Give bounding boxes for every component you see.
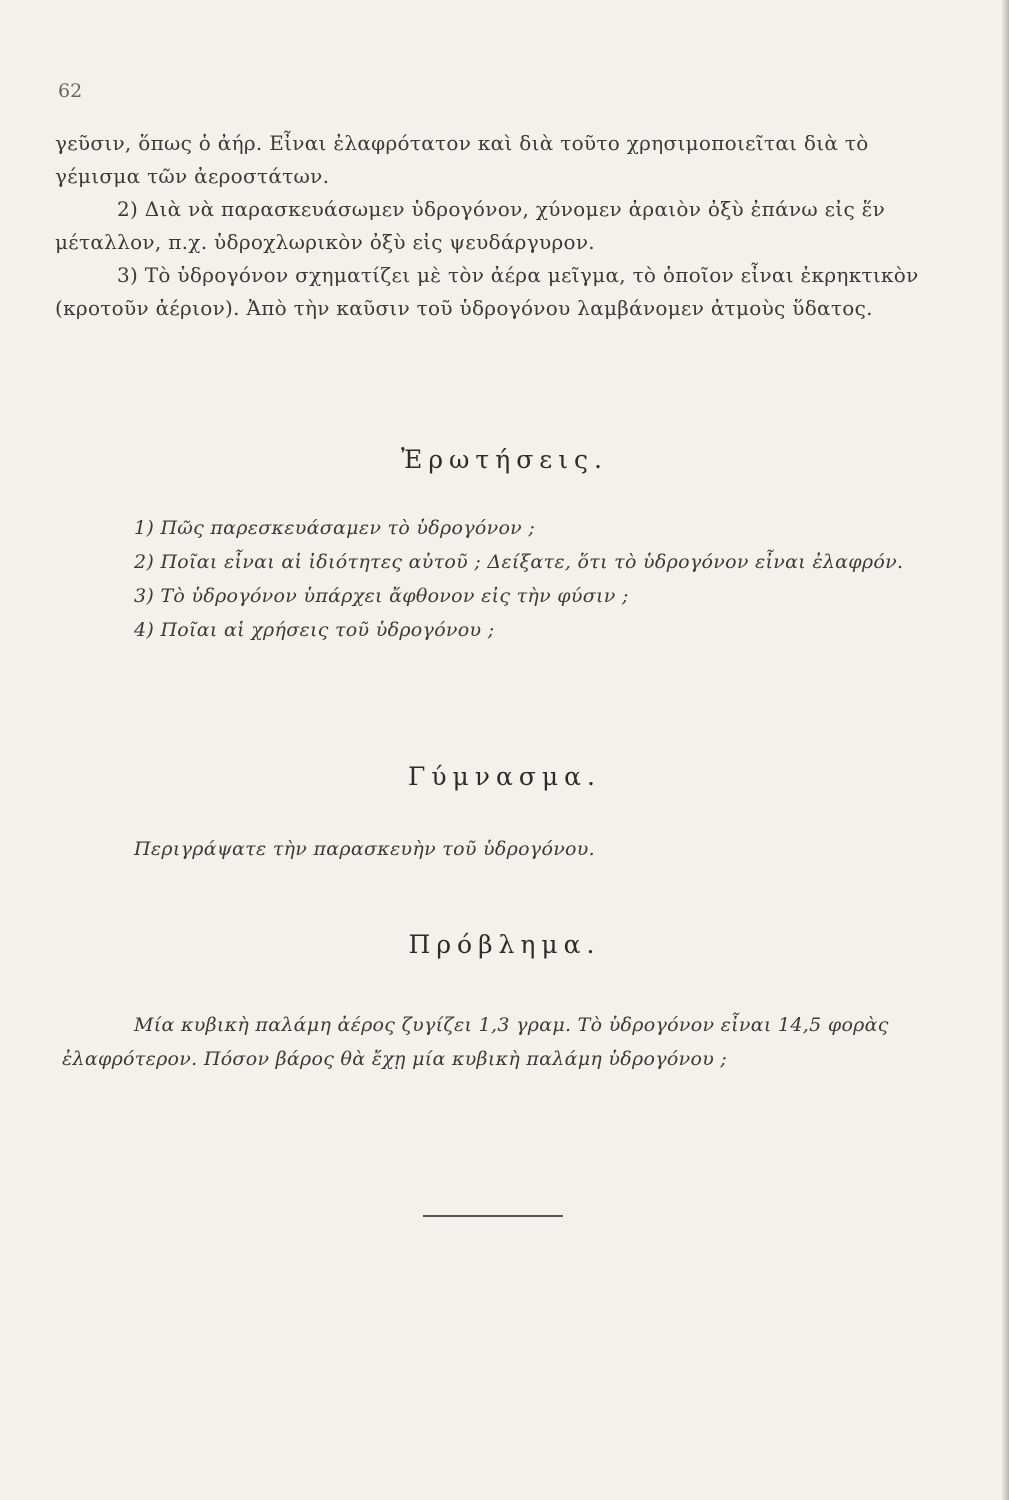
closing-rule <box>423 1215 563 1217</box>
page-number: 62 <box>58 80 83 102</box>
questions-heading: Ἐρωτήσεις. <box>401 445 608 474</box>
questions-list <box>62 511 932 647</box>
problem-heading: Πρόβλημα. <box>408 930 601 959</box>
question-item-4: 4) Ποῖαι αἱ χρήσεις τοῦ ὑδρογόνου ; <box>134 619 495 641</box>
exercise-text-block <box>62 832 932 866</box>
question-item-2: 2) Ποῖαι εἶναι αἱ ἰδιότητες αὐτοῦ ; Δείξατε, ὅτι τὸ ὑδρογόνον εἶναι ἐλαφρόν. <box>134 551 904 573</box>
paragraph-2: 2) Διὰ νὰ παρασκευάσωμεν ὑδρογόνον, χύνομεν ἀραιὸν ὀξὺ ἐπάνω εἰς ἕν μέταλλον, π.χ. ὑδροχλωρικὸν ὀξὺ εἰς ψευδάργυρον. <box>55 197 886 254</box>
question-item-1: 1) Πῶς παρεσκευάσαμεν τὸ ὑδρογόνον ; <box>134 517 536 539</box>
exercise-text: Περιγράψατε τὴν παρασκευὴν τοῦ ὑδρογόνου. <box>134 838 595 860</box>
problem-text: Μία κυβικὴ παλάμη ἀέρος ζυγίζει 1,3 γραμ. Τὸ ὑδρογόνον εἶναι 14,5 φορὰς ἐλαφρότερον. Πόσον βάρος θὰ ἔχῃ μία κυβικὴ παλάμη ὑδρογόνου ; <box>62 1014 889 1070</box>
body-text <box>55 127 925 325</box>
paragraph-continuation: γεῦσιν, ὅπως ὁ ἀήρ. Εἶναι ἐλαφρότατον καὶ διὰ τοῦτο χρησιμοποιεῖται διὰ τὸ γέμισμα τῶν ἀεροστάτων. <box>55 131 869 188</box>
paragraph-3: 3) Τὸ ὑδρογόνον σχηματίζει μὲ τὸν ἀέρα μεῖγμα, τὸ ὁποῖον εἶναι ἐκρηκτικὸν (κροτοῦν ἀέριον). Ἀπὸ τὴν καῦσιν τοῦ ὑδρογόνου λαμβάνομεν ἀτμοὺς ὕδατος. <box>55 263 919 320</box>
page-edge-shadow <box>1001 0 1009 1500</box>
problem-text-block <box>62 1008 932 1076</box>
question-item-3: 3) Τὸ ὑδρογόνον ὑπάρχει ἄφθονον εἰς τὴν φύσιν ; <box>134 585 629 607</box>
exercise-heading: Γύμνασμα. <box>407 762 601 791</box>
